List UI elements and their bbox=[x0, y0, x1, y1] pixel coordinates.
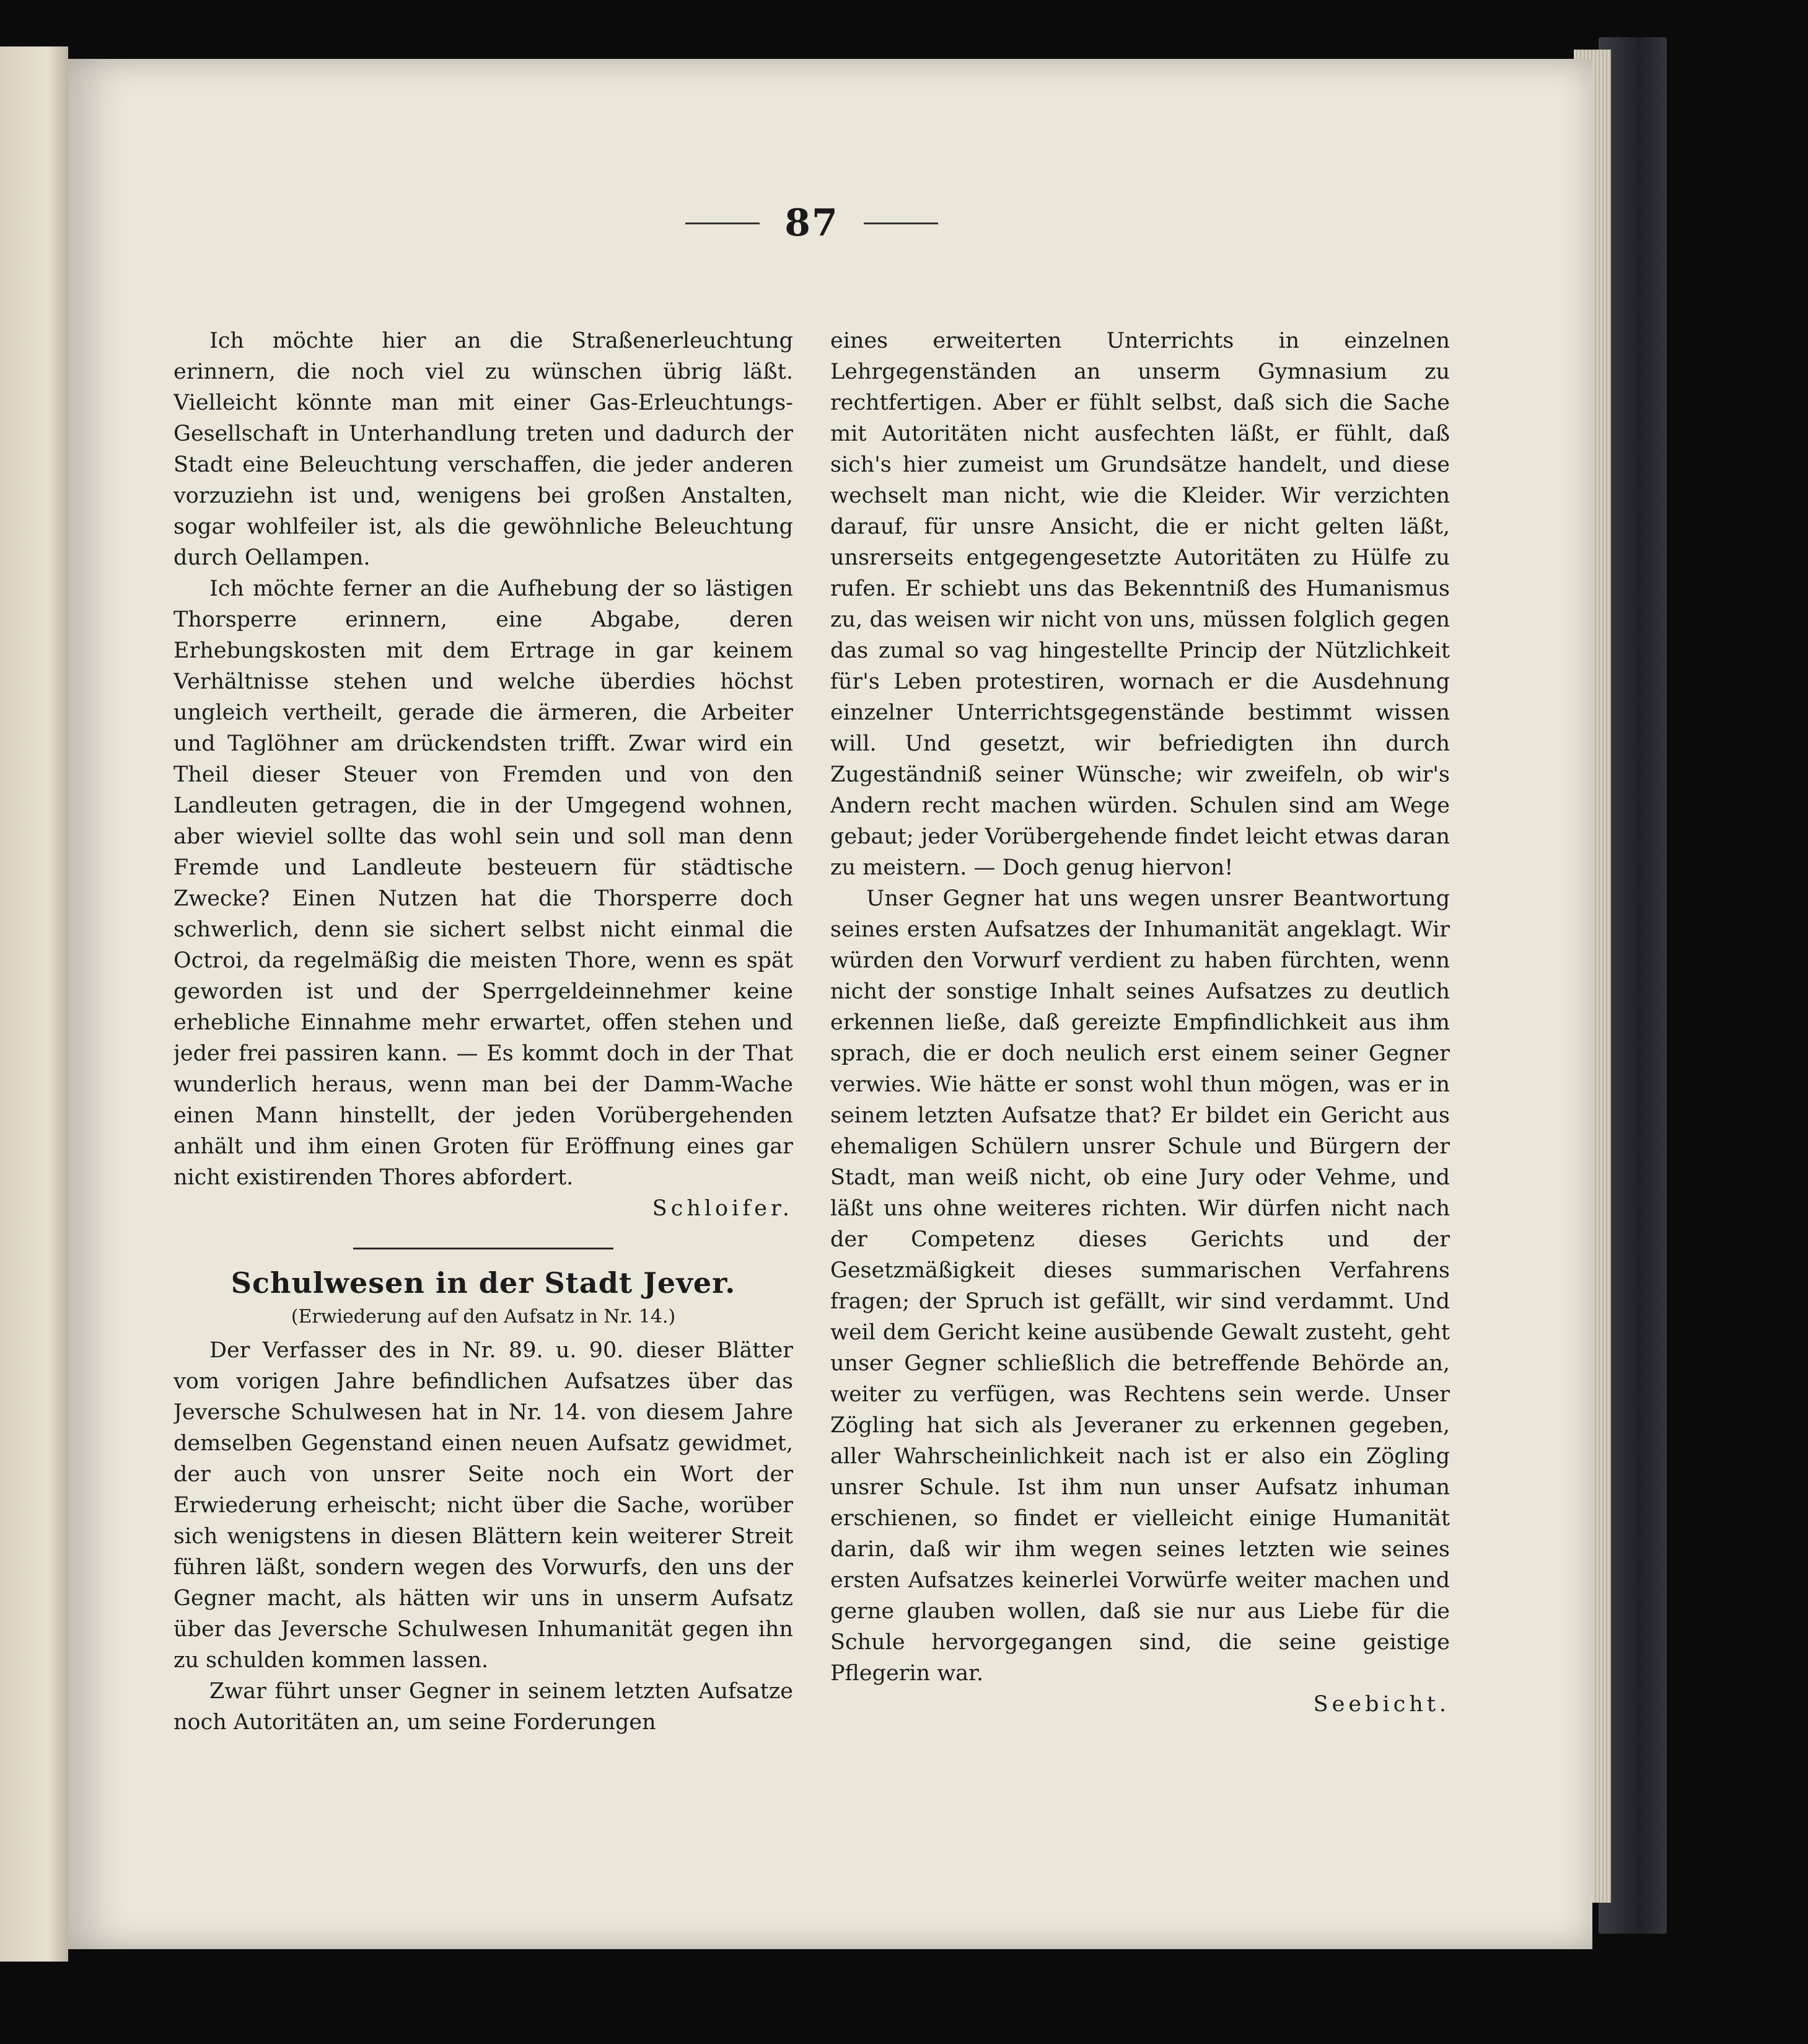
left-column bbox=[173, 325, 793, 1782]
paragraph: Unser Gegner hat uns wegen unsrer Beantwortung seines ersten Aufsatzes der Inhumanität angeklagt. Wir würden den Vorwurf verdient zu haben fürchten, wenn nicht der sonstige Inhalt seines Aufsatzes zu deutlich erkennen ließe, daß gereizte Empfindlichkeit aus ihm sprach, die er doch neulich erst einem seiner Gegner verwies. Wie hätte er sonst wohl thun mögen, was er in seinem letzten Aufsatze that? Er bildet ein Gericht aus ehemaligen Schülern unsrer Schule und Bürgern der Stadt, man weiß nicht, ob eine Jury oder Vehme, und läßt uns ohne weiteres richten. Wir dürfen nicht nach der Competenz dieses Gerichts und der Gesetzmäßigkeit dieses summarischen Verfahrens fragen; der Spruch ist gefällt, wir sind verdammt. Und weil dem Gericht keine ausübende Gewalt zusteht, geht unser Gegner schließlich die betreffende Behörde an, weiter zu verfügen, was Rechtens sein werde. Unser Zögling hat sich als Jeveraner zu erkennen gegeben, aller Wahrscheinlichkeit nach ist er also ein Zögling unsrer Schule. Ist ihm nun unser Aufsatz inhuman erschienen, so findet er vielleicht einige Humanität darin, daß wir ihm wegen seines letzten wie seines ersten Aufsatzes keinerlei Vorwürfe weiter machen und gerne glauben wollen, daß sie nur aus Liebe für die Schule hervorgegangen sind, die seine geistige Pflegerin war. bbox=[830, 886, 1450, 1686]
page-header bbox=[669, 198, 954, 248]
paragraph: Der Verfasser des in Nr. 89. u. 90. dieser Blätter vom vorigen Jahre befindlichen Aufsatzes über das Jeversche Schulwesen hat in Nr. 14. von diesem Jahre demselben Gegenstand einen neuen Aufsatz gewidmet, der auch von unsrer Seite noch ein Wort der Erwiederung erheischt; nicht über die Sache, worüber sich wenigstens in diesen Blättern kein weiterer Streit führen läßt, sondern wegen des Vorwurfs, den uns der Gegner macht, als hätten wir uns in unserm Aufsatz über das Jeversche Schulwesen Inhumanität gegen ihn zu schulden kommen lassen. bbox=[173, 1338, 793, 1673]
paragraph: Ich möchte hier an die Straßenerleuchtung erinnern, die noch viel zu wünschen übrig läßt. Vielleicht könnte man mit einer Gas-Erleuchtungs-Gesellschaft in Unterhandlung treten und dadurch der Stadt eine Beleuchtung verschaffen, die jeder anderen vorzuziehn ist und, wenigens bei großen Anstalten, sogar wohlfeiler ist, als die gewöhnliche Beleuchtung durch Oellampen. bbox=[173, 328, 793, 570]
paragraph: Zwar führt unser Gegner in seinem letzten Aufsatze noch Autoritäten an, um seine Forderungen bbox=[173, 1679, 793, 1735]
header-rule-left bbox=[685, 222, 760, 224]
right-column bbox=[830, 325, 1450, 1782]
section-subtitle: (Erwiederung auf den Aufsatz in Nr. 14.) bbox=[291, 1306, 676, 1328]
paragraph: eines erweiterten Unterrichts in einzelnen Lehrgegenständen an unserm Gymnasium zu rechtfertigen. Aber er fühlt selbst, daß sich die Sache mit Autoritäten nicht ausfechten läßt, er fühlt, daß sich's hier zumeist um Grundsätze handelt, und diese wechselt man nicht, wie die Kleider. Wir verzichten darauf, für unsre Ansicht, die er nicht gelten läßt, unsrerseits entgegengesetzte Autoritäten zu Hülfe zu rufen. Er schiebt uns das Bekenntniß des Humanismus zu, das weisen wir nicht von uns, müssen folglich gegen das zumal so vag hingestellte Princip der Nützlichkeit für's Leben protestiren, wornach er die Ausdehnung einzelner Unterrichtsgegenstände bestimmt wissen will. Und gesetzt, wir befriedigten ihn durch Zugeständniß seiner Wünsche; wir zweifeln, ob wir's Andern recht machen würden. Schulen sind am Wege gebaut; jeder Vorübergehende findet leicht etwas daran zu meistern. — Doch genug hiervon! bbox=[830, 328, 1450, 880]
signature: Seebicht. bbox=[1313, 1692, 1450, 1717]
facing-page-edge bbox=[0, 46, 68, 1962]
header-rule-right bbox=[864, 222, 938, 224]
section-divider bbox=[353, 1248, 613, 1249]
paragraph: Ich möchte ferner an die Aufhebung der so lästigen Thorsperre erinnern, eine Abgabe, deren Erhebungskosten mit dem Ertrage in gar keinem Verhältnisse stehen und welche überdies höchst ungleich vertheilt, gerade die ärmeren, die Arbeiter und Taglöhner am drückendsten trifft. Zwar wird ein Theil dieser Steuer von Fremden und von den Landleuten getragen, die in der Umgegend wohnen, aber wieviel sollte das wohl sein und soll man denn Fremde und Landleute besteuern für städtische Zwecke? Einen Nutzen hat die Thorsperre doch schwerlich, denn sie sichert selbst nicht einmal die Octroi, da regelmäßig die meisten Thore, wenn es spät geworden ist und der Sperrgeldeinnehmer keine erhebliche Einnahme mehr erwartet, offen stehen und jeder frei passiren kann. — Es kommt doch in der That wunderlich heraus, wenn man bei der Damm-Wache einen Mann hinstellt, der jeden Vorübergehenden anhält und ihm einen Groten für Eröffnung eines gar nicht existirenden Thores abfordert. bbox=[173, 576, 793, 1190]
page-number: 87 bbox=[784, 201, 839, 245]
signature: Schloifer. bbox=[652, 1196, 793, 1221]
section-title: Schulwesen in der Stadt Jever. bbox=[230, 1266, 736, 1300]
